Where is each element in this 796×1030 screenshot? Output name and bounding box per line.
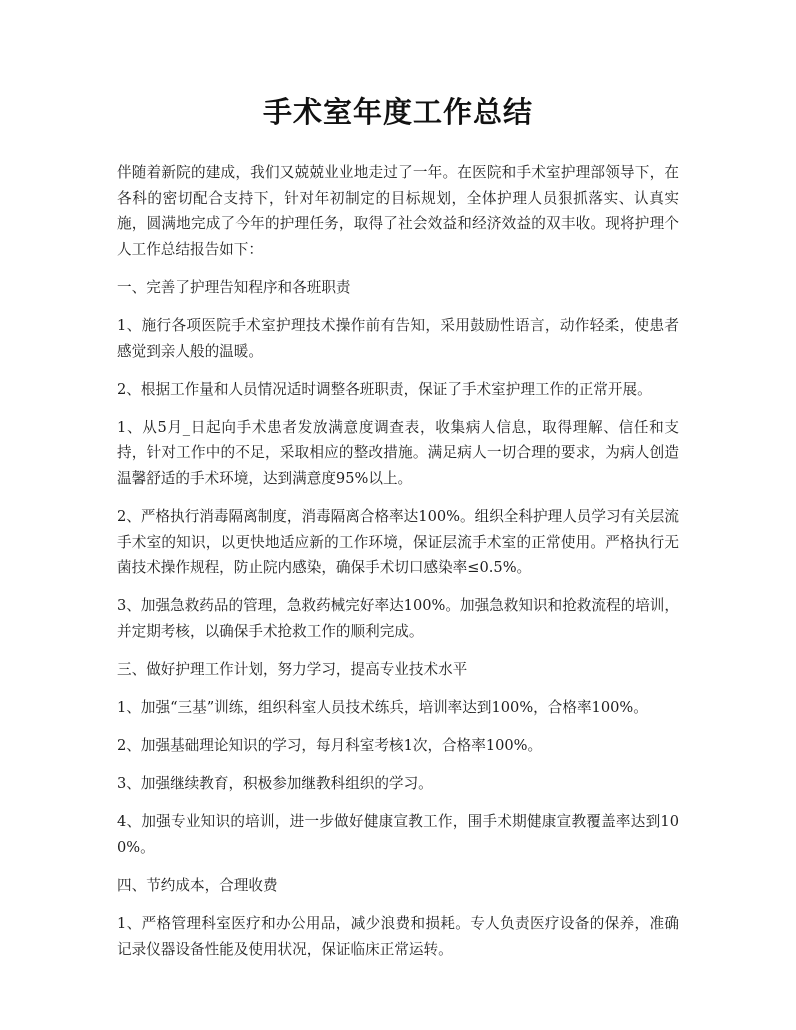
paragraph-item: 2、根据工作量和人员情况适时调整各班职责，保证了手术室护理工作的正常开展。 (117, 380, 652, 398)
paragraph-item: 2、严格执行消毒隔离制度，消毒隔离合格率达100%。组织全科护理人员学习有关层流手术室的知识，以更快地适应新的工作环境，保证层流手术室的正常使用。严格执行无菌技术操作规程，防止院内感染，确保手术切口感染率≤0.5%。 (117, 508, 679, 577)
intro-paragraph: 伴随着新院的建成，我们又兢兢业业地走过了一年。在医院和手术室护理部领导下，在各科的密切配合支持下，针对年初制定的目标规划，全体护理人员狠抓落实、认真实施，圆满地完成了今年的护理任务，取得了社会效益和经济效益的双丰收。现将护理个人工作总结报告如下： (117, 164, 679, 258)
paragraph-item: 3、加强急救药品的管理，急救药械完好率达100%。加强急救知识和抢救流程的培训，并定期考核，以确保手术抢救工作的顺利完成。 (117, 597, 679, 640)
paragraph-item: 1、从5月_日起向手术患者发放满意度调查表，收集病人信息，取得理解、信任和支持，针对工作中的不足，采取相应的整改措施。满足病人一切合理的要求，为病人创造温馨舒适的手术环境，达到满意度95%以上。 (117, 418, 679, 487)
section-heading-4: 四、节约成本，合理收费 (117, 877, 278, 895)
paragraph-item: 1、加强“三基”训练，组织科室人员技术练兵，培训率达到100%，合格率100%。 (117, 699, 648, 717)
paragraph-item: 1、施行各项医院手术室护理技术操作前有告知，采用鼓励性语言，动作轻柔，使患者感觉到亲人般的温暖。 (117, 316, 679, 360)
section-heading-1: 一、完善了护理告知程序和各班职责 (117, 278, 351, 296)
paragraph-item: 1、严格管理科室医疗和办公用品，减少浪费和损耗。专人负责医疗设备的保养，准确记录仪器设备性能及使用状况，保证临床正常运转。 (117, 915, 679, 958)
section-heading-3: 三、做好护理工作计划，努力学习，提高专业技术水平 (117, 661, 468, 678)
paragraph-item: 3、加强继续教育，积极参加继教科组织的学习。 (117, 775, 433, 793)
paragraph-item: 4、加强专业知识的培训，进一步做好健康宣教工作，围手术期健康宣教覆盖率达到100%。 (117, 813, 679, 856)
paragraph-item: 2、加强基础理论知识的学习，每月科室考核1次，合格率100%。 (117, 737, 543, 755)
document-title: 手术室年度工作总结 (262, 95, 533, 129)
